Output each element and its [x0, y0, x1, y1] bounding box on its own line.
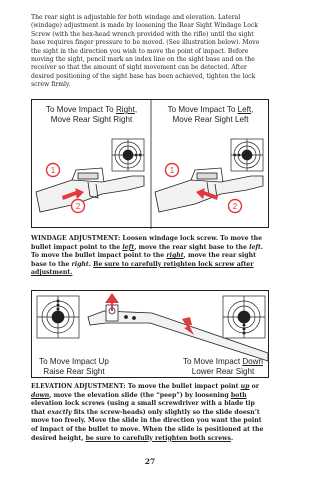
callout-1-right-text: 1: [169, 166, 175, 175]
page-number: 27: [144, 457, 156, 466]
impact-dots-right: [234, 154, 245, 157]
windage-left-title: To Move Impact To Right, Move Rear Sight Right: [45, 105, 138, 124]
windage-caption: WINDAGE ADJUSTMENT: Loosen windage lock screw. To move the bullet impact point to the left, move the rear sight base to the left. To move the bullet impact point to the right, move the rear sight base to the right. Be sure to carefully retighten lock screw after adjustment.: [31, 235, 264, 277]
intro-paragraph: The rear sight is adjustable for both windage and elevation. Lateral (windage) adjustment is made by loosening the Rear Sight Windage Lock Screw (with the hex-head wrench provided with the rifle) until the sight base requires finger pressure to be moved. (See illustration below). Move the sight in the direction you wish to move the point of impact. Before moving the sight, pencil mark an index line on the sight base and on the receiver so that the amount of sight movement can be detected. After desired positioning of the sight base has been achieved, tighten the lock screw firmly.: [31, 14, 260, 89]
impact-dots-up: [57, 300, 60, 311]
elevation-left-title: To Move Impact Up Raise Rear Sight: [39, 357, 109, 376]
impact-dots-down: [243, 324, 246, 335]
elevation-figure: [31, 290, 269, 378]
elevation-caption: ELEVATION ADJUSTMENT: To move the bullet impact point up or down, move the elevation slide (the “peep”) by loosening both elevation lock screws (using a small screwdriver with a blade tip that exactly fits the screw-heads) only slightly so the slide doesn’t move too freely. Move the slide in the direction you want the point of impact of the bullet to move. When the slide is positioned at the desired height, be sure to carefully retighten both screws.: [31, 383, 264, 442]
elevation-right-title: To Move Impact Down Lower Rear Sight: [182, 357, 264, 376]
callout-2-right-text: 2: [232, 202, 238, 211]
impact-dots-left: [131, 154, 142, 157]
callout-2-left-text: 2: [75, 202, 81, 211]
callout-1-left-text: 1: [50, 166, 56, 175]
windage-figure: [31, 99, 269, 228]
windage-right-title: To Move Impact To Left, Move Rear Sight Left: [167, 105, 254, 124]
